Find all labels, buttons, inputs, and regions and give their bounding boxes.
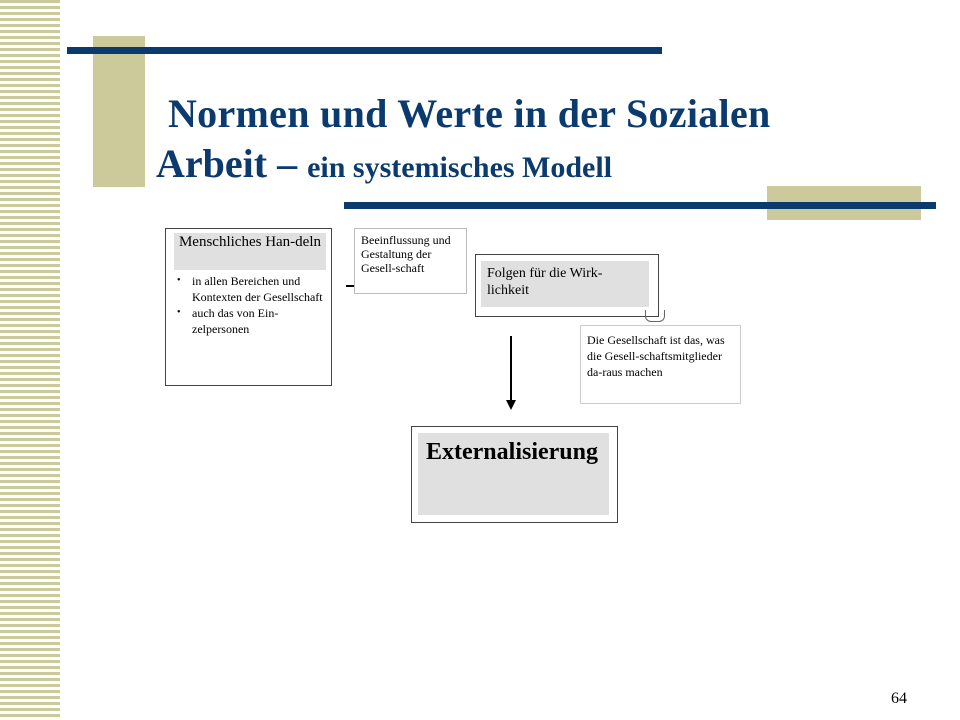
box-handeln-header: Menschliches Han-deln [174,233,326,270]
box-folgen [475,254,659,317]
connector-dash [346,285,354,287]
bullet-item [174,305,326,337]
box-externalisierung [411,426,618,523]
bullet-text: in allen Bereichen und Kontexten der Gesellschaft [192,274,323,304]
box-gesellschaft-text: Die Gesellschaft ist das, was die Gesell-schaftsmitglieder da-raus machen [587,333,725,379]
slide-title-line-2 [156,140,612,187]
slide-title-main: Arbeit – [156,141,308,186]
brace-connector [645,310,665,322]
box-handeln-bullets [174,273,326,337]
page-number: 64 [891,690,907,707]
bullet-icon: • [177,275,181,286]
box-externalisierung-text: Externalisierung [426,439,598,465]
box-beeinflussung-text: Beeinflussung und Gestaltung der Gesell-schaft [361,233,451,275]
bullet-icon: • [177,307,181,318]
bullet-text: auch das von Ein-zelpersonen [192,306,279,336]
arrow-down-icon [506,400,516,410]
slide-title-subtitle: ein systemisches Modell [307,151,613,184]
box-gesellschaft [580,325,741,404]
box-folgen-inner [481,261,649,307]
bullet-item [174,273,326,305]
box-menschliches-handeln [165,228,332,386]
arrow-down-line [510,336,512,402]
decorative-block-left [93,36,145,187]
slide-title-line-1: Normen und Werte in der Sozialen [168,91,771,136]
title-rule-bottom [344,202,936,209]
box-externalisierung-inner [418,433,609,515]
title-rule-top [67,47,662,54]
box-beeinflussung [354,228,467,294]
decorative-stripes [0,0,60,720]
box-folgen-text: Folgen für die Wirk-lichkeit [487,266,603,298]
